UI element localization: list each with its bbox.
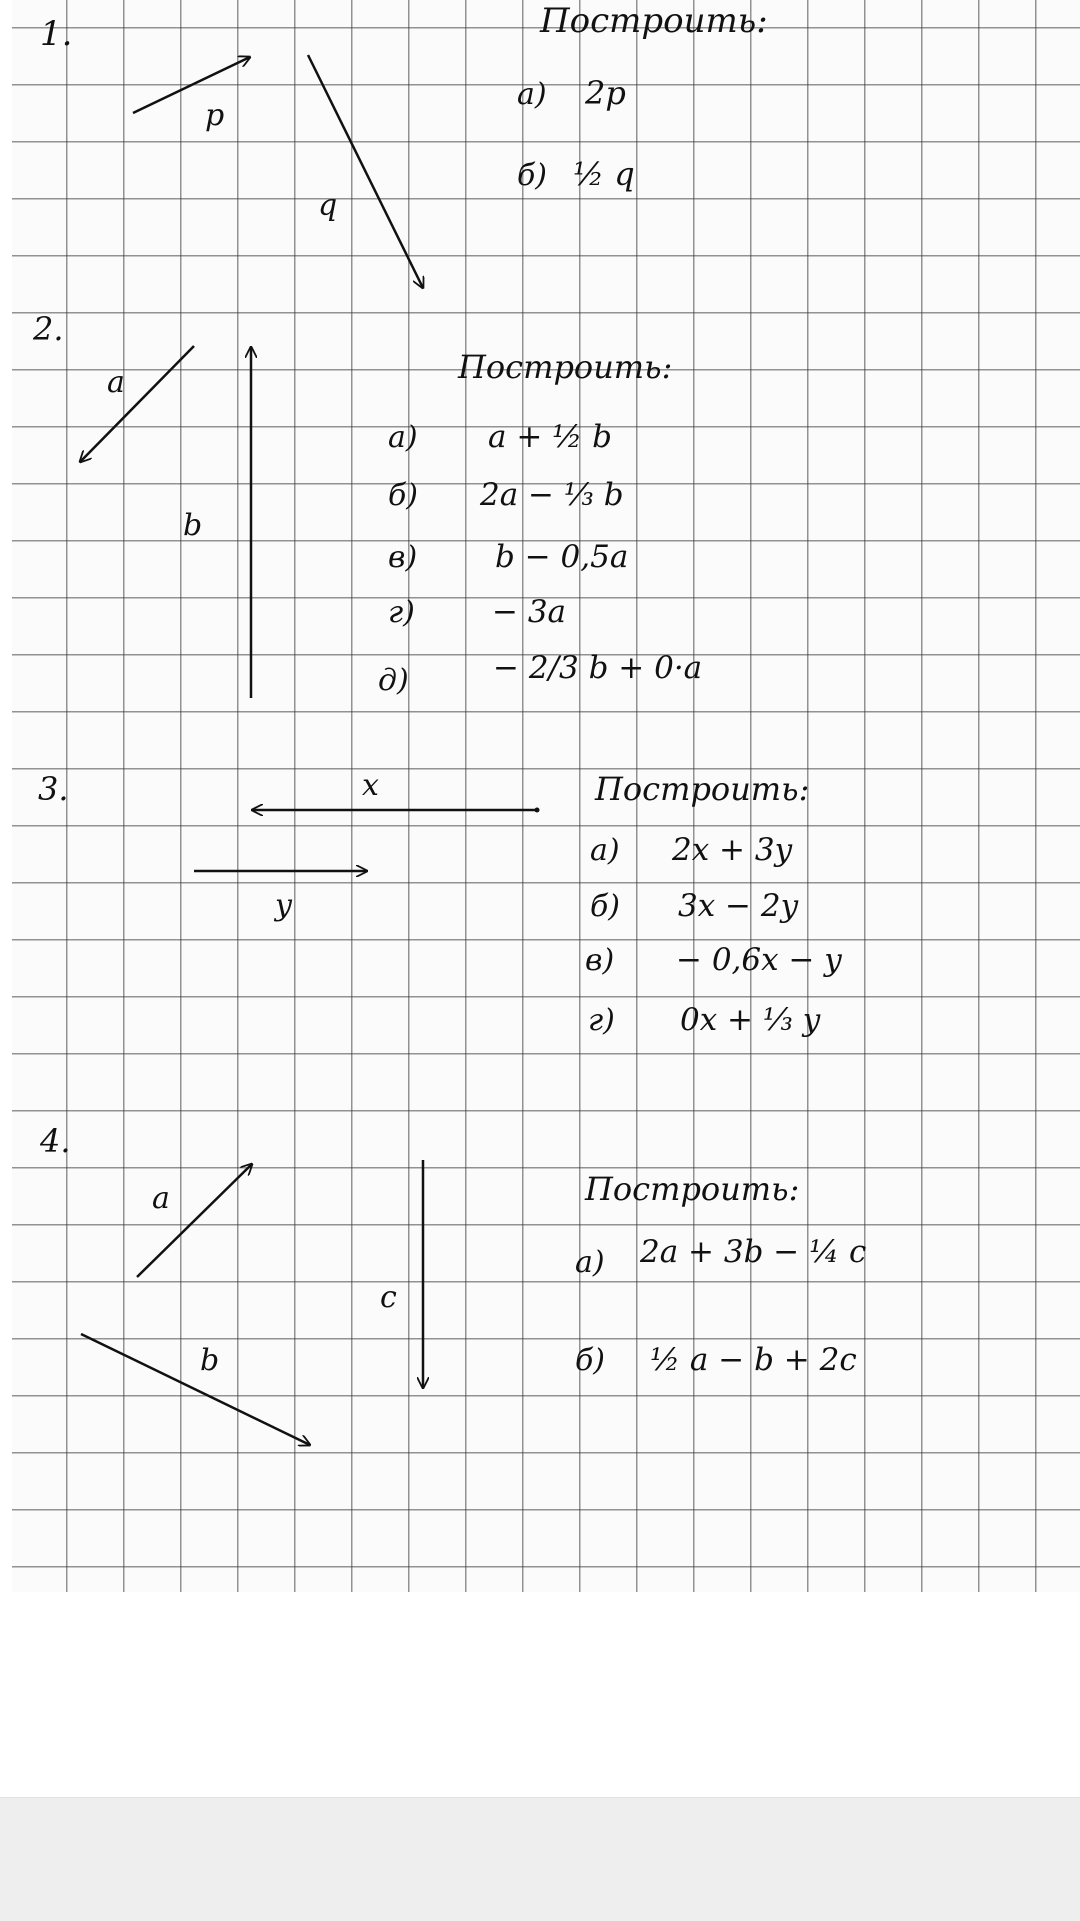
section-2-number: 2. — [33, 310, 64, 348]
section-2-task-d-label: г) — [388, 595, 415, 630]
section-4-task-a-expr: 2a + 3b − ¼ c — [640, 1234, 867, 1270]
section-2-task-b-expr: 2a − ⅓ b — [480, 477, 624, 513]
section-4-task-b-expr: ½ a − b + 2c — [650, 1342, 857, 1378]
section-4-heading: Построить: — [585, 1170, 800, 1208]
section-1-task-b-label: б) — [517, 158, 548, 193]
section-2-heading: Построить: — [458, 348, 673, 386]
section-2-task-d-expr: − 3a — [492, 594, 567, 630]
section-4-number: 4. — [40, 1122, 71, 1160]
vector-a-label: a — [107, 365, 125, 400]
section-1-task-b-expr: ½ q — [573, 155, 635, 193]
vector-p-label: p — [205, 98, 225, 133]
bottom-bar — [0, 1797, 1080, 1921]
vector-b-label: b — [200, 1343, 220, 1378]
vector-x-label: x — [362, 768, 379, 803]
section-3-task-c-label: в) — [585, 943, 615, 978]
section-3-task-c-expr: − 0,6x − y — [676, 942, 842, 978]
vector-p-arrow — [133, 57, 250, 113]
section-2-task-a-expr: a + ½ b — [488, 419, 612, 455]
section-4-task-b-label: б) — [575, 1343, 606, 1378]
vector-b-label: b — [183, 508, 203, 543]
section-3-task-b-label: б) — [590, 889, 621, 924]
vector-y-label: y — [275, 888, 292, 923]
vector-a-arrow — [80, 346, 194, 462]
section-3-heading: Построить: — [595, 770, 810, 808]
section-1-number: 1. — [40, 14, 73, 54]
section-2-task-a-label: а) — [388, 420, 418, 455]
section-2-task-c-label: в) — [388, 540, 418, 575]
section-4-task-a-label: а) — [575, 1245, 605, 1280]
section-2-task-c-expr: b − 0,5a — [495, 539, 629, 575]
section-2-task-e-expr: − 2/3 b + 0·a — [493, 650, 703, 686]
vector-b-arrow — [81, 1334, 310, 1445]
vector-x-tail-dot — [535, 808, 540, 813]
section-2-task-e-label: д) — [378, 663, 409, 698]
vector-q-label: q — [318, 188, 338, 223]
section-1-heading: Построить: — [540, 1, 768, 41]
vector-q-arrow — [308, 55, 423, 288]
section-3-task-d-expr: 0x + ⅓ y — [680, 1002, 821, 1038]
section-3-task-d-label: г) — [588, 1003, 615, 1038]
section-3-task-a-label: а) — [590, 833, 620, 868]
section-2-task-b-label: б) — [388, 478, 419, 513]
section-3-number: 3. — [38, 770, 69, 808]
section-3-task-b-expr: 3x − 2y — [678, 888, 799, 924]
vector-a-label: a — [152, 1181, 170, 1216]
vector-c-label: c — [380, 1280, 397, 1315]
section-1-task-a-expr: 2p — [585, 74, 626, 112]
section-3-task-a-expr: 2x + 3y — [672, 832, 793, 868]
section-1-task-a-label: а) — [517, 77, 547, 112]
